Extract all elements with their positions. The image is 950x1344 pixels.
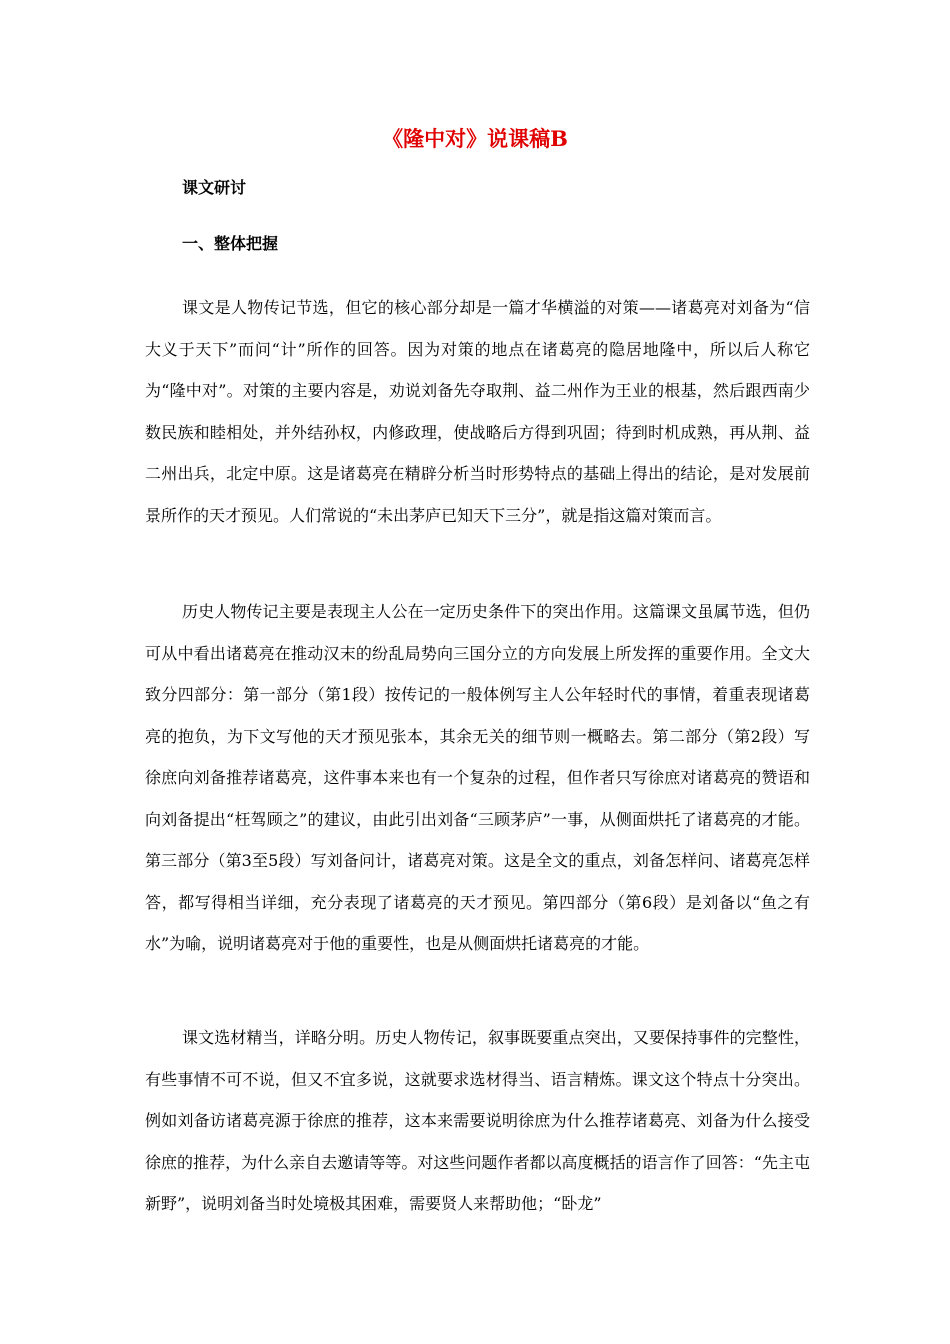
- body-paragraph-1: 课文是人物传记节选，但它的核心部分却是一篇才华横溢的对策——诸葛亮对刘备为“信大义于天下”而问“计”所作的回答。因为对策的地点在诸葛亮的隐居地隆中，所以后人称它为“隆中对”。对策的主要内容是，劝说刘备先夺取荆、益二州作为王业的根基，然后跟西南少数民族和睦相处，并外结孙权，内修政理，使战略后方得到巩固；待到时机成熟，再从荆、益二州出兵，北定中原。这是诸葛亮在精辟分析当时形势特点的基础上得出的结论，是对发展前景所作的天才预见。人们常说的“未出茅庐已知天下三分”，就是指这篇对策而言。: [145, 298, 810, 525]
- body-paragraph-3: 课文选材精当，详略分明。历史人物传记，叙事既要重点突出，又要保持事件的完整性，有些事情不可不说，但又不宜多说，这就要求选材得当、语言精炼。课文这个特点十分突出。例如刘备访诸葛亮源于徐庶的推荐，这本来需要说明徐庶为什么推荐诸葛亮、刘备为什么接受徐庶的推荐，为什么亲自去邀请等等。对这些问题作者都以高度概括的语言作了回答：“先主屯新野”，说明刘备当时处境极其困难，需要贤人来帮助他；“卧龙”: [145, 1028, 810, 1213]
- body-paragraph-2: 历史人物传记主要是表现主人公在一定历史条件下的突出作用。这篇课文虽属节选，但仍可从中看出诸葛亮在推动汉末的纷乱局势向三国分立的方向发展上所发挥的重要作用。全文大致分四部分：第一部分（第1段）按传记的一般体例写主人公年轻时代的事情，着重表现诸葛亮的抱负，为下文写他的天才预见张本，其余无关的细节则一概略去。第二部分（第2段）写徐庶向刘备推荐诸葛亮，这件事本来也有一个复杂的过程，但作者只写徐庶对诸葛亮的赞语和向刘备提出“枉驾顾之”的建议，由此引出刘备“三顾茅庐”一事，从侧面烘托了诸葛亮的才能。第三部分（第3至5段）写刘备问计，诸葛亮对策。这是全文的重点，刘备怎样问、诸葛亮怎样答，都写得相当详细，充分表现了诸葛亮的天才预见。第四部分（第6段）是刘备以“鱼之有水”为喻，说明诸葛亮对于他的重要性，也是从侧面烘托诸葛亮的才能。: [145, 602, 810, 953]
- subsection-heading: 一、整体把握: [182, 234, 279, 253]
- document-title: 《隆中对》说课稿B: [382, 126, 568, 151]
- section-heading: 课文研讨: [182, 178, 247, 197]
